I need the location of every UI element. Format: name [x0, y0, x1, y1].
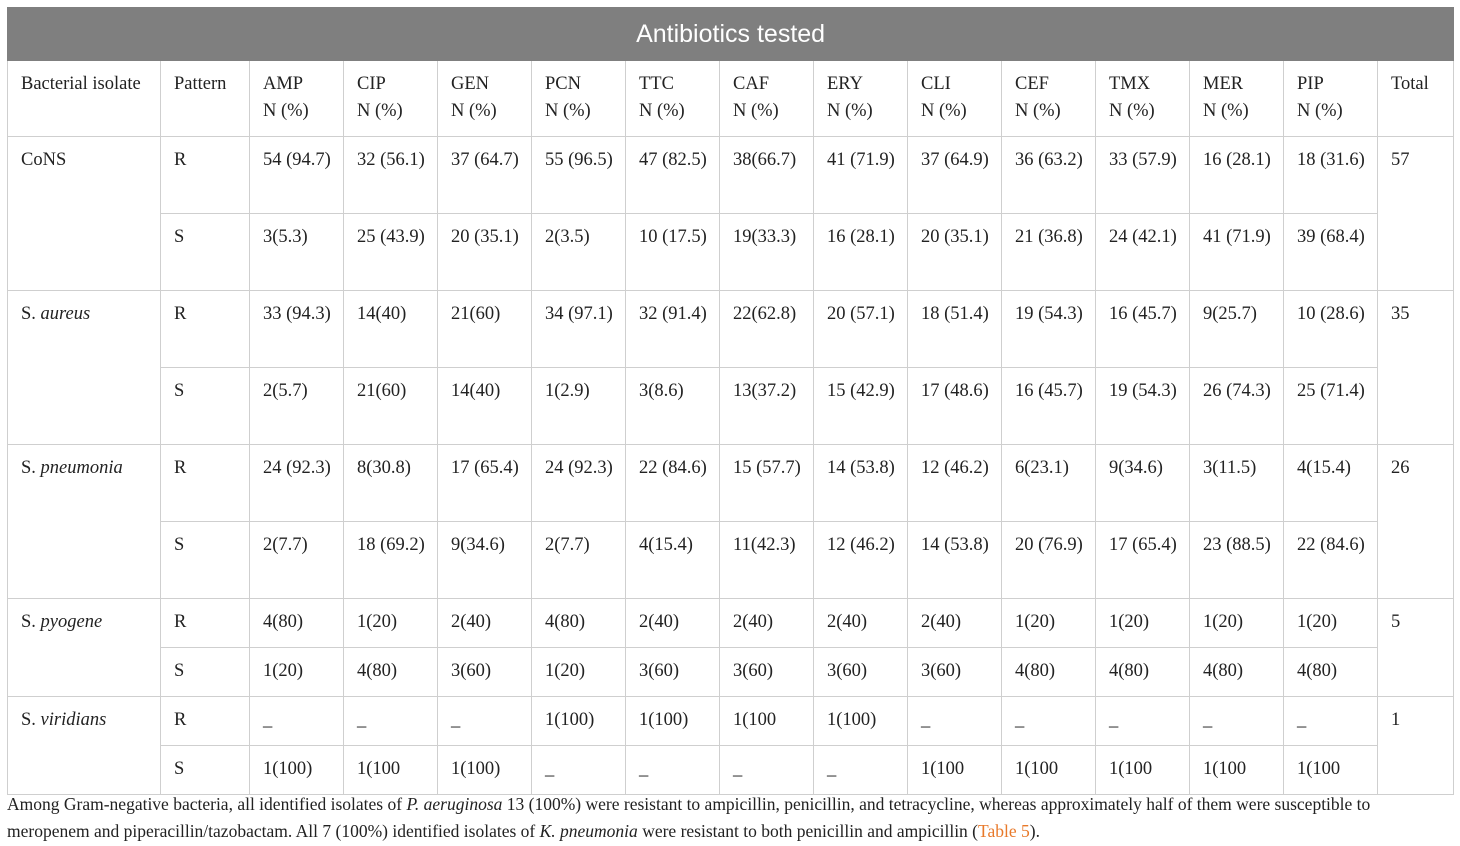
value-cell-gen: 21(60) — [438, 291, 532, 368]
value-cell-tmx: 16 (45.7) — [1096, 291, 1190, 368]
total-cell: 1 — [1378, 697, 1454, 795]
table-row — [8, 137, 1454, 214]
table-row — [8, 214, 1454, 291]
value-cell-tmx: 24 (42.1) — [1096, 214, 1190, 291]
value-cell-cip: 1(100 — [344, 746, 438, 795]
value-cell-ery: 41 (71.9) — [814, 137, 908, 214]
value-cell-caf: 19(33.3) — [720, 214, 814, 291]
value-cell-amp: 24 (92.3) — [250, 445, 344, 522]
value-cell-pcn: 4(80) — [532, 599, 626, 648]
col-header-isolate: Bacterial isolate — [8, 61, 161, 137]
value-cell-cli: _ — [908, 697, 1002, 746]
unit-label: N (%) — [921, 101, 967, 121]
value-cell-ery: 12 (46.2) — [814, 522, 908, 599]
table-row — [8, 522, 1454, 599]
value-cell-caf: 2(40) — [720, 599, 814, 648]
value-cell-ttc: 1(100) — [626, 697, 720, 746]
table-row — [8, 697, 1454, 746]
col-header-cli — [908, 61, 1002, 137]
table-row — [8, 291, 1454, 368]
value-cell-cip: 8(30.8) — [344, 445, 438, 522]
value-cell-gen: 37 (64.7) — [438, 137, 532, 214]
antibiotic-susceptibility-table — [7, 7, 1454, 795]
value-cell-ttc: 47 (82.5) — [626, 137, 720, 214]
col-header-total: Total — [1378, 61, 1454, 137]
isolate-name — [8, 291, 161, 445]
value-cell-cip: 21(60) — [344, 368, 438, 445]
value-cell-pcn: 55 (96.5) — [532, 137, 626, 214]
value-cell-ttc: 3(60) — [626, 648, 720, 697]
caption-text-2: 13 (100%) were resistant to ampicillin, penicillin, and tetracycline, whereas approximately half of them were susceptible to meropenem and piperacillin/tazobactam. All 7 (100%) identified isolates of — [7, 794, 1371, 841]
value-cell-amp: _ — [250, 697, 344, 746]
value-cell-pip: 18 (31.6) — [1284, 137, 1378, 214]
value-cell-cef: _ — [1002, 697, 1096, 746]
value-cell-ttc: 10 (17.5) — [626, 214, 720, 291]
value-cell-mer: 9(25.7) — [1190, 291, 1284, 368]
pattern-cell: R — [161, 291, 250, 368]
total-cell: 5 — [1378, 599, 1454, 697]
table-row — [8, 648, 1454, 697]
value-cell-amp: 3(5.3) — [250, 214, 344, 291]
value-cell-tmx: 17 (65.4) — [1096, 522, 1190, 599]
isolate-species: pyogene — [40, 612, 103, 632]
value-cell-tmx: 33 (57.9) — [1096, 137, 1190, 214]
isolate-species: pneumonia — [40, 458, 123, 478]
value-cell-ery: 20 (57.1) — [814, 291, 908, 368]
antibiotic-code: TTC — [639, 74, 674, 94]
value-cell-tmx: 9(34.6) — [1096, 445, 1190, 522]
value-cell-mer: 16 (28.1) — [1190, 137, 1284, 214]
value-cell-mer: 23 (88.5) — [1190, 522, 1284, 599]
value-cell-pcn: _ — [532, 746, 626, 795]
value-cell-caf: 3(60) — [720, 648, 814, 697]
column-header-row — [8, 61, 1454, 137]
unit-label: N (%) — [827, 101, 873, 121]
unit-label: N (%) — [1203, 101, 1249, 121]
unit-label: N (%) — [357, 101, 403, 121]
pattern-cell: R — [161, 445, 250, 522]
total-cell: 57 — [1378, 137, 1454, 291]
value-cell-ery: 14 (53.8) — [814, 445, 908, 522]
value-cell-cli: 3(60) — [908, 648, 1002, 697]
col-header-ttc — [626, 61, 720, 137]
unit-label: N (%) — [1015, 101, 1061, 121]
value-cell-pip: 39 (68.4) — [1284, 214, 1378, 291]
value-cell-pip: 1(100 — [1284, 746, 1378, 795]
value-cell-mer: 1(100 — [1190, 746, 1284, 795]
caption-text-3: were resistant to both penicillin and ampicillin ( — [637, 821, 979, 841]
isolate-prefix: CoNS — [21, 150, 67, 170]
pattern-cell: S — [161, 746, 250, 795]
table-container — [7, 7, 1453, 795]
value-cell-pip: 4(15.4) — [1284, 445, 1378, 522]
value-cell-amp: 1(100) — [250, 746, 344, 795]
isolate-species: viridians — [40, 710, 107, 730]
unit-label: N (%) — [733, 101, 779, 121]
value-cell-pip: 25 (71.4) — [1284, 368, 1378, 445]
value-cell-ery: 1(100) — [814, 697, 908, 746]
isolate-species: aureus — [40, 304, 91, 324]
value-cell-pip: 1(20) — [1284, 599, 1378, 648]
table-row — [8, 368, 1454, 445]
value-cell-gen: _ — [438, 697, 532, 746]
value-cell-ery: 16 (28.1) — [814, 214, 908, 291]
col-header-gen — [438, 61, 532, 137]
value-cell-cef: 19 (54.3) — [1002, 291, 1096, 368]
pattern-cell: S — [161, 648, 250, 697]
col-header-ery — [814, 61, 908, 137]
antibiotic-code: GEN — [451, 74, 490, 94]
value-cell-ery: 15 (42.9) — [814, 368, 908, 445]
value-cell-tmx: _ — [1096, 697, 1190, 746]
value-cell-amp: 1(20) — [250, 648, 344, 697]
value-cell-gen: 1(100) — [438, 746, 532, 795]
value-cell-mer: 41 (71.9) — [1190, 214, 1284, 291]
value-cell-cef: 36 (63.2) — [1002, 137, 1096, 214]
value-cell-pip: 4(80) — [1284, 648, 1378, 697]
value-cell-pcn: 1(2.9) — [532, 368, 626, 445]
total-cell: 26 — [1378, 445, 1454, 599]
value-cell-cli: 14 (53.8) — [908, 522, 1002, 599]
value-cell-cip: 18 (69.2) — [344, 522, 438, 599]
value-cell-tmx: 19 (54.3) — [1096, 368, 1190, 445]
table-row — [8, 746, 1454, 795]
value-cell-ery: _ — [814, 746, 908, 795]
antibiotic-code: MER — [1203, 74, 1244, 94]
table-row — [8, 599, 1454, 648]
caption-species-1: P. aeruginosa — [406, 794, 503, 814]
col-header-amp — [250, 61, 344, 137]
value-cell-amp: 4(80) — [250, 599, 344, 648]
value-cell-pip: _ — [1284, 697, 1378, 746]
value-cell-gen: 20 (35.1) — [438, 214, 532, 291]
value-cell-caf: 13(37.2) — [720, 368, 814, 445]
antibiotic-code: CAF — [733, 74, 769, 94]
value-cell-cli: 2(40) — [908, 599, 1002, 648]
isolate-prefix: S. — [21, 304, 41, 324]
isolate-prefix: S. — [21, 612, 41, 632]
value-cell-cli: 20 (35.1) — [908, 214, 1002, 291]
value-cell-gen: 17 (65.4) — [438, 445, 532, 522]
unit-label: N (%) — [639, 101, 685, 121]
value-cell-cef: 16 (45.7) — [1002, 368, 1096, 445]
value-cell-gen: 9(34.6) — [438, 522, 532, 599]
antibiotic-code: PCN — [545, 74, 581, 94]
col-header-cef — [1002, 61, 1096, 137]
value-cell-cip: 14(40) — [344, 291, 438, 368]
value-cell-ery: 3(60) — [814, 648, 908, 697]
value-cell-mer: _ — [1190, 697, 1284, 746]
isolate-name — [8, 599, 161, 697]
value-cell-cef: 21 (36.8) — [1002, 214, 1096, 291]
antibiotic-code: CLI — [921, 74, 951, 94]
col-header-pip — [1284, 61, 1378, 137]
caption-species-2: K. pneumonia — [539, 821, 638, 841]
value-cell-caf: 38(66.7) — [720, 137, 814, 214]
value-cell-pcn: 1(100) — [532, 697, 626, 746]
value-cell-cip: 32 (56.1) — [344, 137, 438, 214]
value-cell-tmx: 1(100 — [1096, 746, 1190, 795]
isolate-name — [8, 137, 161, 291]
caption-text-4: ). — [1029, 821, 1040, 841]
col-header-cip — [344, 61, 438, 137]
table-row — [8, 445, 1454, 522]
table-body — [8, 61, 1454, 795]
value-cell-gen: 14(40) — [438, 368, 532, 445]
col-header-pcn — [532, 61, 626, 137]
value-cell-cli: 1(100 — [908, 746, 1002, 795]
unit-label: N (%) — [263, 101, 309, 121]
value-cell-cli: 17 (48.6) — [908, 368, 1002, 445]
table-banner: Antibiotics tested — [8, 8, 1454, 61]
antibiotic-code: ERY — [827, 74, 863, 94]
value-cell-mer: 1(20) — [1190, 599, 1284, 648]
value-cell-cli: 37 (64.9) — [908, 137, 1002, 214]
value-cell-cip: 25 (43.9) — [344, 214, 438, 291]
isolate-name — [8, 445, 161, 599]
value-cell-cip: 1(20) — [344, 599, 438, 648]
value-cell-cef: 1(100 — [1002, 746, 1096, 795]
col-header-tmx — [1096, 61, 1190, 137]
value-cell-caf: 1(100 — [720, 697, 814, 746]
isolate-prefix: S. — [21, 710, 41, 730]
value-cell-pip: 22 (84.6) — [1284, 522, 1378, 599]
antibiotic-code: TMX — [1109, 74, 1151, 94]
value-cell-mer: 26 (74.3) — [1190, 368, 1284, 445]
pattern-cell: S — [161, 368, 250, 445]
value-cell-amp: 33 (94.3) — [250, 291, 344, 368]
unit-label: N (%) — [1109, 101, 1155, 121]
value-cell-ttc: 32 (91.4) — [626, 291, 720, 368]
value-cell-cip: 4(80) — [344, 648, 438, 697]
value-cell-cef: 6(23.1) — [1002, 445, 1096, 522]
value-cell-caf: 11(42.3) — [720, 522, 814, 599]
value-cell-ttc: 4(15.4) — [626, 522, 720, 599]
value-cell-pcn: 34 (97.1) — [532, 291, 626, 368]
value-cell-pcn: 2(3.5) — [532, 214, 626, 291]
pattern-cell: R — [161, 697, 250, 746]
value-cell-amp: 54 (94.7) — [250, 137, 344, 214]
value-cell-amp: 2(5.7) — [250, 368, 344, 445]
value-cell-pip: 10 (28.6) — [1284, 291, 1378, 368]
value-cell-mer: 4(80) — [1190, 648, 1284, 697]
col-header-pattern: Pattern — [161, 61, 250, 137]
value-cell-tmx: 1(20) — [1096, 599, 1190, 648]
col-header-mer — [1190, 61, 1284, 137]
value-cell-caf: 15 (57.7) — [720, 445, 814, 522]
value-cell-ery: 2(40) — [814, 599, 908, 648]
value-cell-amp: 2(7.7) — [250, 522, 344, 599]
unit-label: N (%) — [1297, 101, 1343, 121]
isolate-name — [8, 697, 161, 795]
pattern-cell: S — [161, 214, 250, 291]
value-cell-cli: 12 (46.2) — [908, 445, 1002, 522]
caption-paragraph — [7, 791, 1453, 845]
value-cell-ttc: 3(8.6) — [626, 368, 720, 445]
value-cell-cef: 1(20) — [1002, 599, 1096, 648]
value-cell-caf: _ — [720, 746, 814, 795]
value-cell-cip: _ — [344, 697, 438, 746]
pattern-cell: R — [161, 599, 250, 648]
value-cell-cli: 18 (51.4) — [908, 291, 1002, 368]
value-cell-pcn: 1(20) — [532, 648, 626, 697]
antibiotic-code: AMP — [263, 74, 304, 94]
value-cell-pcn: 24 (92.3) — [532, 445, 626, 522]
value-cell-mer: 3(11.5) — [1190, 445, 1284, 522]
table-5-link[interactable]: Table 5 — [978, 821, 1030, 841]
value-cell-cef: 20 (76.9) — [1002, 522, 1096, 599]
pattern-cell: S — [161, 522, 250, 599]
col-header-caf — [720, 61, 814, 137]
value-cell-ttc: 22 (84.6) — [626, 445, 720, 522]
antibiotic-code: CIP — [357, 74, 386, 94]
value-cell-ttc: 2(40) — [626, 599, 720, 648]
value-cell-gen: 2(40) — [438, 599, 532, 648]
value-cell-tmx: 4(80) — [1096, 648, 1190, 697]
antibiotic-code: CEF — [1015, 74, 1049, 94]
unit-label: N (%) — [451, 101, 497, 121]
value-cell-cef: 4(80) — [1002, 648, 1096, 697]
caption-text-1: Among Gram-negative bacteria, all identified isolates of — [7, 794, 407, 814]
value-cell-pcn: 2(7.7) — [532, 522, 626, 599]
value-cell-ttc: _ — [626, 746, 720, 795]
total-cell: 35 — [1378, 291, 1454, 445]
pattern-cell: R — [161, 137, 250, 214]
value-cell-gen: 3(60) — [438, 648, 532, 697]
unit-label: N (%) — [545, 101, 591, 121]
value-cell-caf: 22(62.8) — [720, 291, 814, 368]
antibiotic-code: PIP — [1297, 74, 1324, 94]
isolate-prefix: S. — [21, 458, 41, 478]
